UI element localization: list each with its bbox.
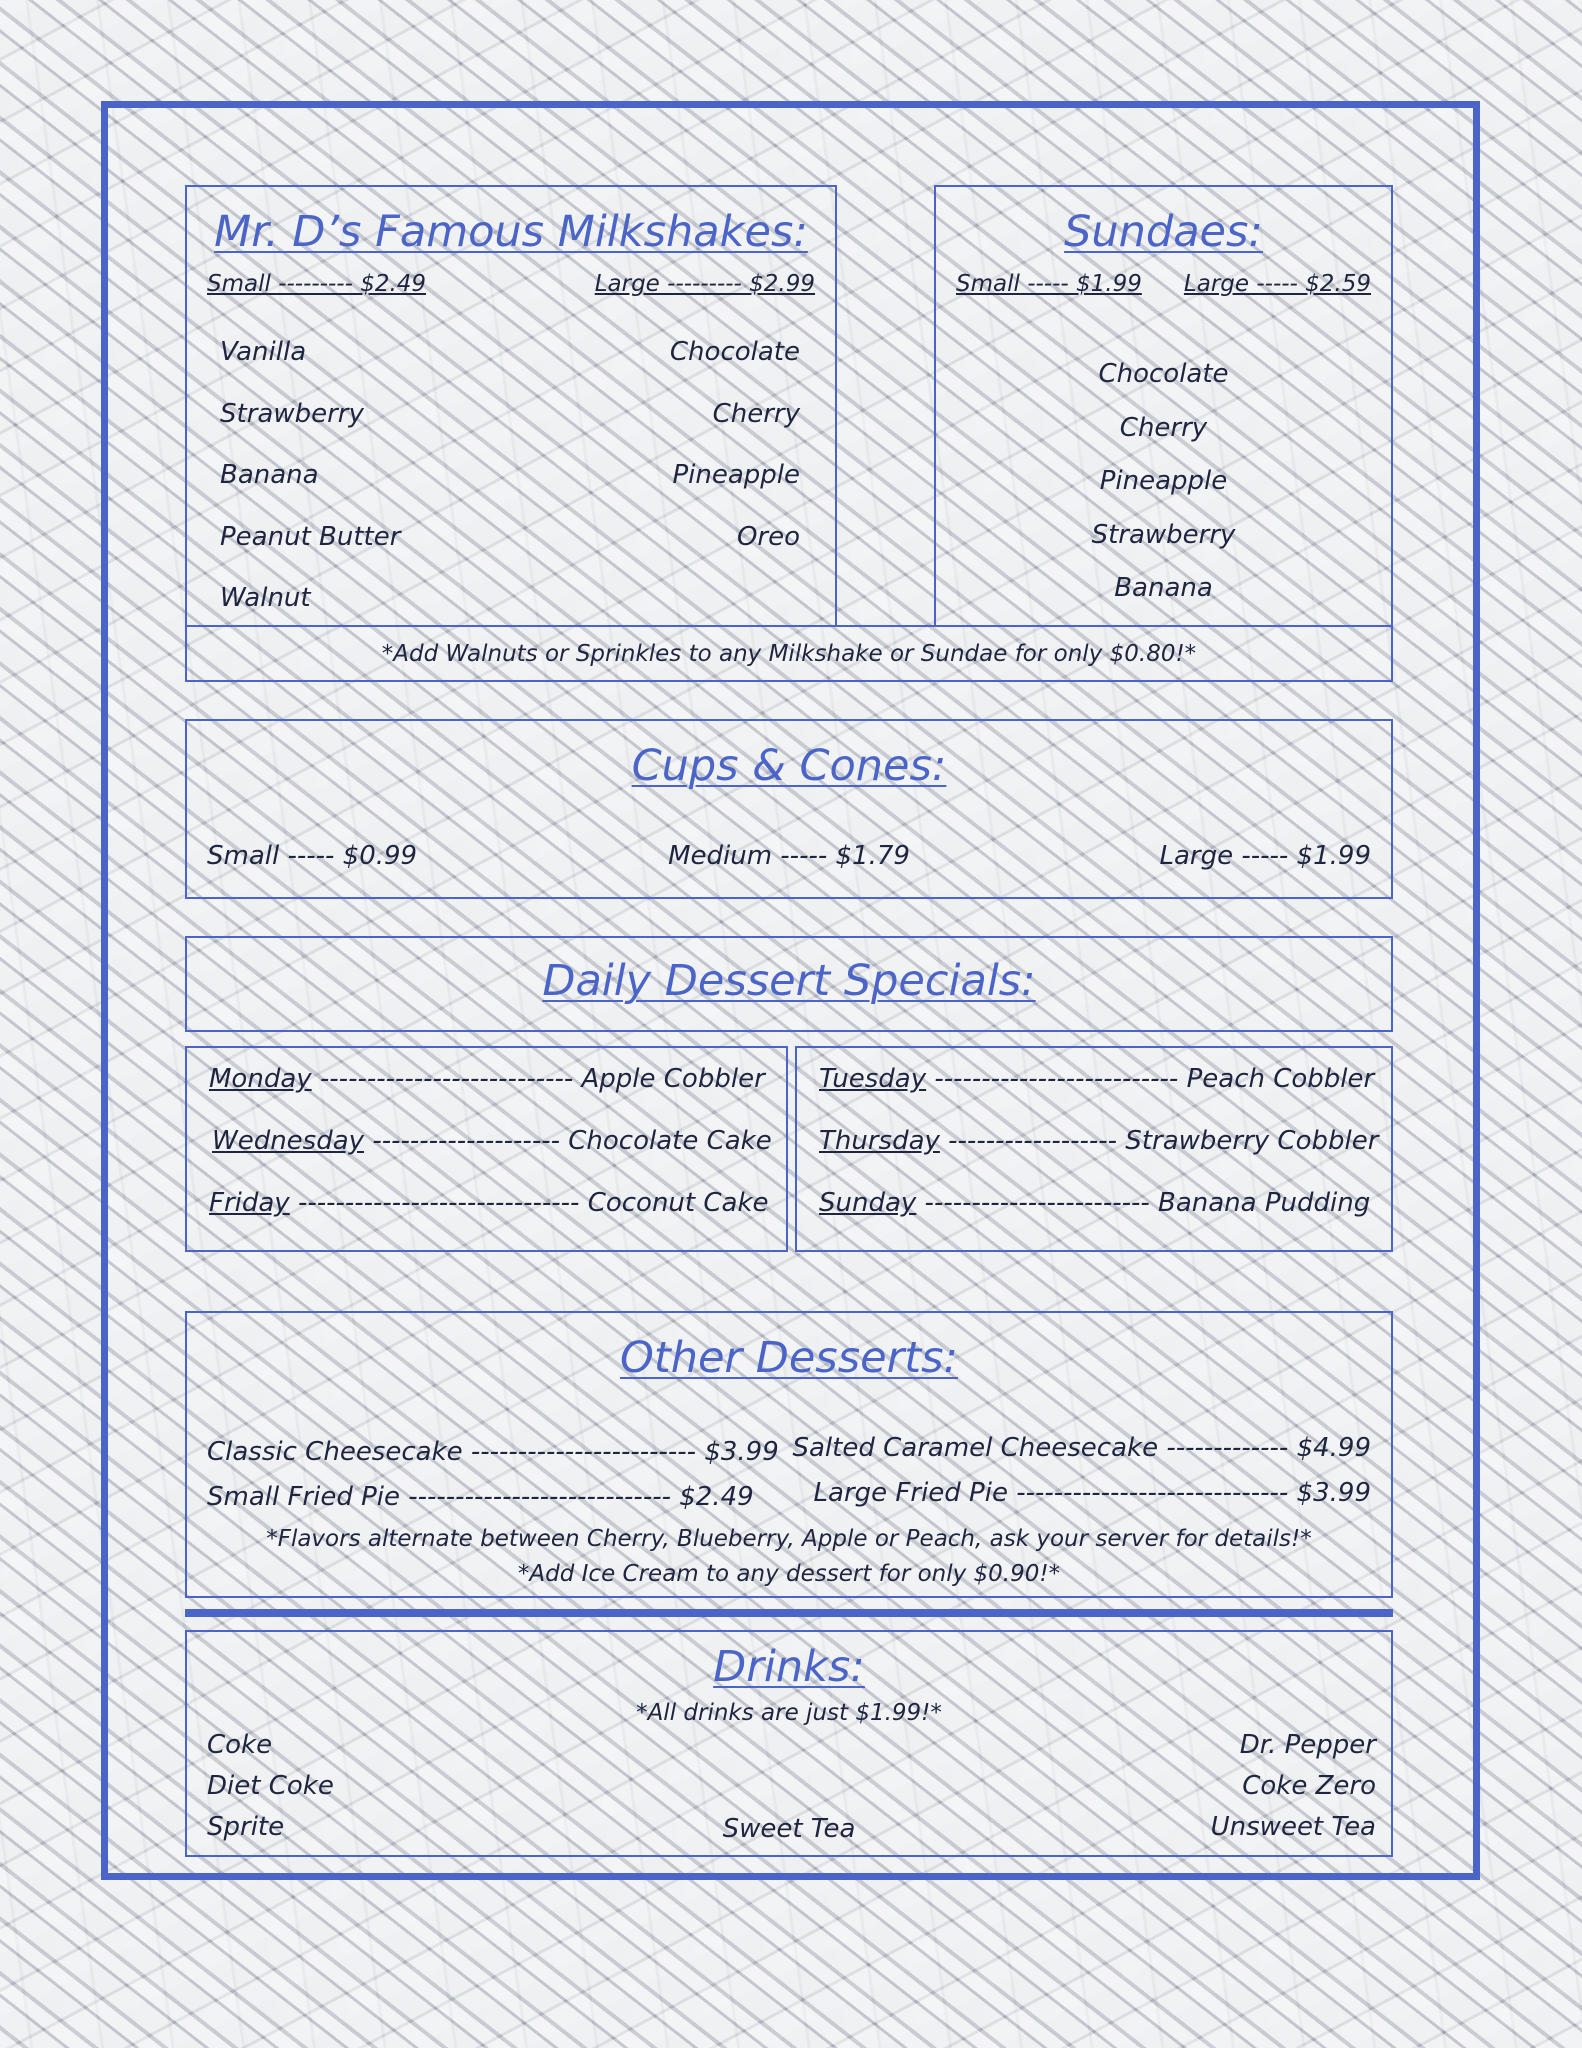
milkshake-flavor: Banana xyxy=(220,460,319,490)
drinks-box xyxy=(185,1630,1393,1857)
cups-cones-title: Cups & Cones: xyxy=(631,741,947,791)
special-day: Friday xyxy=(209,1188,290,1218)
flavors-note: *Flavors alternate between Cherry, Blueberry, Apple or Peach, ask your server for details!* xyxy=(266,1526,1312,1552)
drinks-title: Drinks: xyxy=(713,1642,865,1692)
cups-large-price: Large ----- $1.99 xyxy=(1159,841,1371,871)
daily-specials-title: Daily Dessert Specials: xyxy=(542,956,1036,1006)
milkshake-flavor: Chocolate xyxy=(669,337,800,367)
milkshakes-small-price: Small --------- $2.49 xyxy=(207,271,427,297)
special-day: Sunday xyxy=(819,1188,917,1218)
special-item: -------------------- Chocolate Cake xyxy=(364,1126,772,1156)
special-row xyxy=(819,1190,1370,1216)
dessert-price-row: Classic Cheesecake ------------------------ $3.99 xyxy=(207,1437,779,1467)
milkshakes-title: Mr. D’s Famous Milkshakes: xyxy=(214,207,808,257)
drinks-note: *All drinks are just $1.99!* xyxy=(636,1700,942,1726)
special-day: Wednesday xyxy=(212,1126,365,1156)
milkshake-flavor: Peanut Butter xyxy=(220,522,401,552)
drink-item: Sprite xyxy=(207,1812,285,1842)
daily-specials-left-box xyxy=(185,1046,788,1252)
special-day: Monday xyxy=(209,1064,312,1094)
milkshake-flavor: Pineapple xyxy=(672,460,800,490)
special-item: --------------------------- Apple Cobbler xyxy=(311,1064,765,1094)
special-item: -------------------------- Peach Cobbler xyxy=(926,1064,1375,1094)
sundae-flavor: Chocolate xyxy=(1098,359,1229,389)
cups-medium-price: Medium ----- $1.79 xyxy=(668,841,910,871)
milkshake-flavor: Oreo xyxy=(736,522,800,552)
special-row xyxy=(819,1066,1374,1092)
daily-specials-right-box xyxy=(795,1046,1393,1252)
addon-note: *Add Walnuts or Sprinkles to any Milkshake or Sundae for only $0.80!* xyxy=(381,641,1197,667)
special-day: Tuesday xyxy=(819,1064,927,1094)
special-item: ------------------------ Banana Pudding xyxy=(916,1188,1371,1218)
sundae-flavor: Strawberry xyxy=(1091,520,1236,550)
daily-specials-title-box xyxy=(185,936,1393,1032)
drink-item: Diet Coke xyxy=(207,1771,334,1801)
sundaes-small-price: Small ----- $1.99 xyxy=(956,271,1142,297)
sundae-flavor: Cherry xyxy=(1119,413,1208,443)
addon-note-box xyxy=(185,625,1393,682)
cups-cones-box xyxy=(185,719,1393,899)
special-row xyxy=(209,1066,765,1092)
other-desserts-box xyxy=(185,1311,1393,1598)
special-row xyxy=(819,1128,1378,1154)
drink-item: Coke Zero xyxy=(1242,1771,1376,1801)
sundaes-title: Sundaes: xyxy=(1064,207,1263,257)
ice-cream-note: *Add Ice Cream to any dessert for only $0.90!* xyxy=(517,1561,1061,1587)
sundae-flavor: Banana xyxy=(1114,573,1213,603)
section-divider xyxy=(185,1609,1393,1617)
special-day: Thursday xyxy=(819,1126,940,1156)
milkshake-flavor: Strawberry xyxy=(220,399,364,429)
other-desserts-title: Other Desserts: xyxy=(619,1333,959,1383)
special-row xyxy=(209,1190,769,1216)
milkshake-flavor: Walnut xyxy=(220,583,311,613)
drink-item: Coke xyxy=(207,1730,273,1760)
milkshakes-box xyxy=(185,185,837,627)
milkshake-flavor: Cherry xyxy=(712,399,800,429)
drink-item: Dr. Pepper xyxy=(1239,1730,1376,1760)
dessert-price-row: Small Fried Pie ---------------------------- $2.49 xyxy=(207,1482,754,1512)
milkshakes-large-price: Large --------- $2.99 xyxy=(594,271,815,297)
dessert-price-row: Large Fried Pie ----------------------------- $3.99 xyxy=(813,1478,1371,1508)
drink-item: Sweet Tea xyxy=(722,1814,856,1844)
dessert-price-row: Salted Caramel Cheesecake ------------- $4.99 xyxy=(792,1433,1371,1463)
special-row xyxy=(212,1128,772,1154)
drink-item: Unsweet Tea xyxy=(1210,1812,1376,1842)
special-item: ------------------------------ Coconut Cake xyxy=(289,1188,769,1218)
sundaes-large-price: Large ----- $2.59 xyxy=(1183,271,1371,297)
sundaes-box xyxy=(934,185,1393,627)
sundae-flavor: Pineapple xyxy=(1099,466,1228,496)
special-item: ------------------ Strawberry Cobbler xyxy=(939,1126,1379,1156)
milkshake-flavor: Vanilla xyxy=(220,337,307,367)
cups-small-price: Small ----- $0.99 xyxy=(207,841,418,871)
